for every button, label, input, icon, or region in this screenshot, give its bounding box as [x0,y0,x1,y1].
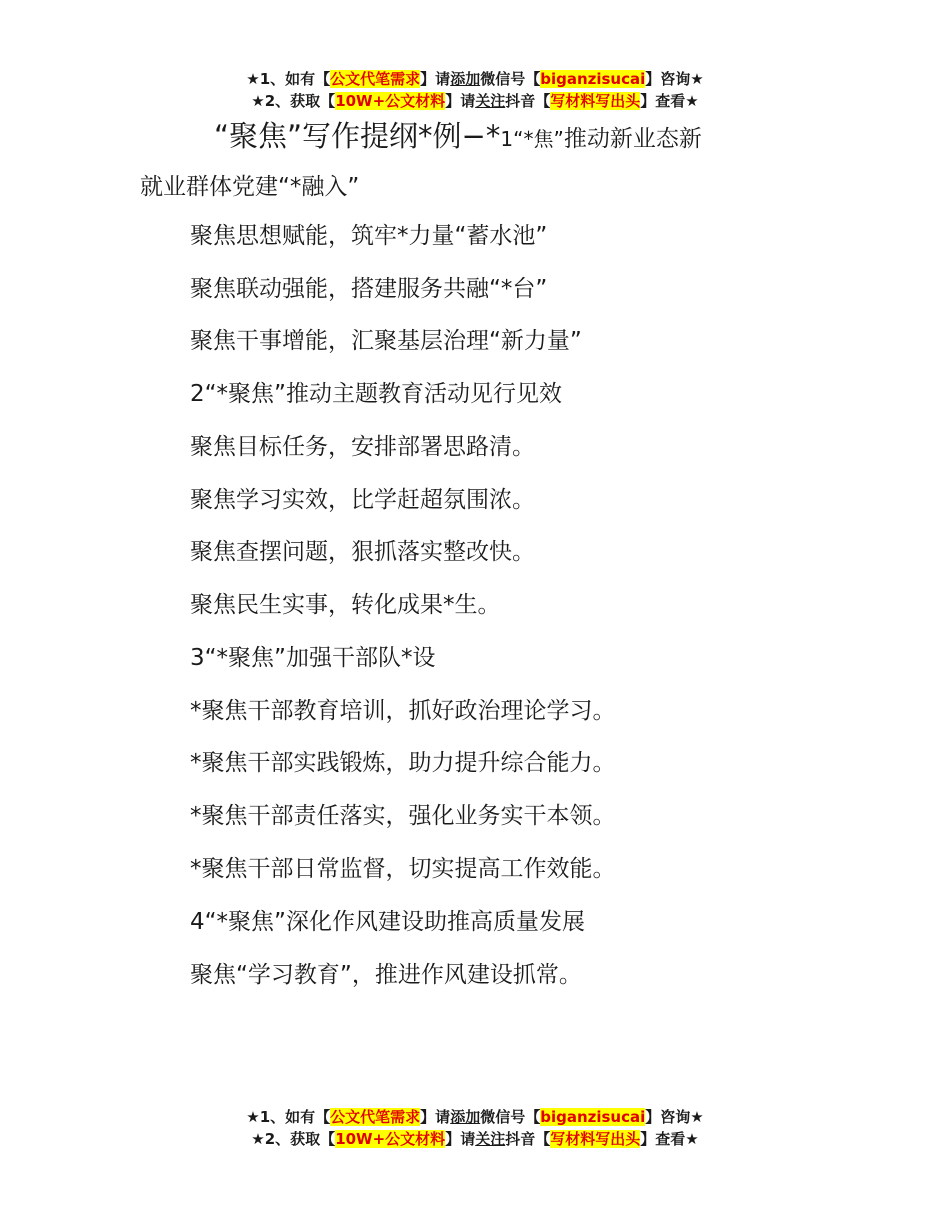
banner-text: ★1、如有【 [246,1108,331,1126]
banner-highlight: 10W+公文材料 [335,92,446,110]
banner-text: 】咨询★ [645,70,704,88]
banner-text: 抖音【 [505,92,551,110]
banner-line-1 [0,1106,950,1128]
banner-text: ★1、如有【 [246,70,331,88]
banner-text: 】请 [445,1130,476,1148]
banner-underlined: 添加 [450,1108,481,1126]
document-title [214,114,702,155]
banner-text: 】请 [445,92,476,110]
title-number: 1“*焦” [500,127,564,151]
banner-highlight: 公文代笔需求 [330,70,421,88]
banner-text: 微信号【 [480,70,541,88]
banner-text: 】请 [420,1108,451,1126]
banner-text: ★2、获取【 [251,1130,336,1148]
title-main: “聚焦”写作提纲*例−* [214,119,501,153]
banner-text: 微信号【 [480,1108,541,1126]
banner-text: 】查看★ [640,1130,699,1148]
banner-line-2 [0,90,950,112]
banner-text: ★2、获取【 [251,92,336,110]
title-continuation: 推动新业态新 [563,126,702,152]
banner-text: 】请 [420,70,451,88]
banner-underlined: 添加 [450,70,481,88]
banner-underlined: 关注 [475,1130,506,1148]
banner-wechat-id: biganzisucai [540,70,646,88]
banner-douyin-name: 写材料写出头 [550,1130,641,1148]
banner-wechat-id: biganzisucai [540,1108,646,1126]
banner-text: 】查看★ [640,92,699,110]
banner-line-1 [0,68,950,90]
banner-highlight: 公文代笔需求 [330,1108,421,1126]
banner-underlined: 关注 [475,92,506,110]
header-banner [0,68,950,112]
banner-highlight: 10W+公文材料 [335,1130,446,1148]
banner-text: 】咨询★ [645,1108,704,1126]
banner-line-2 [0,1128,950,1150]
banner-douyin-name: 写材料写出头 [550,92,641,110]
document-title-line-2: 就业群体党建“*融入” [140,174,360,200]
footer-banner [0,1106,950,1150]
banner-text: 抖音【 [505,1130,551,1148]
